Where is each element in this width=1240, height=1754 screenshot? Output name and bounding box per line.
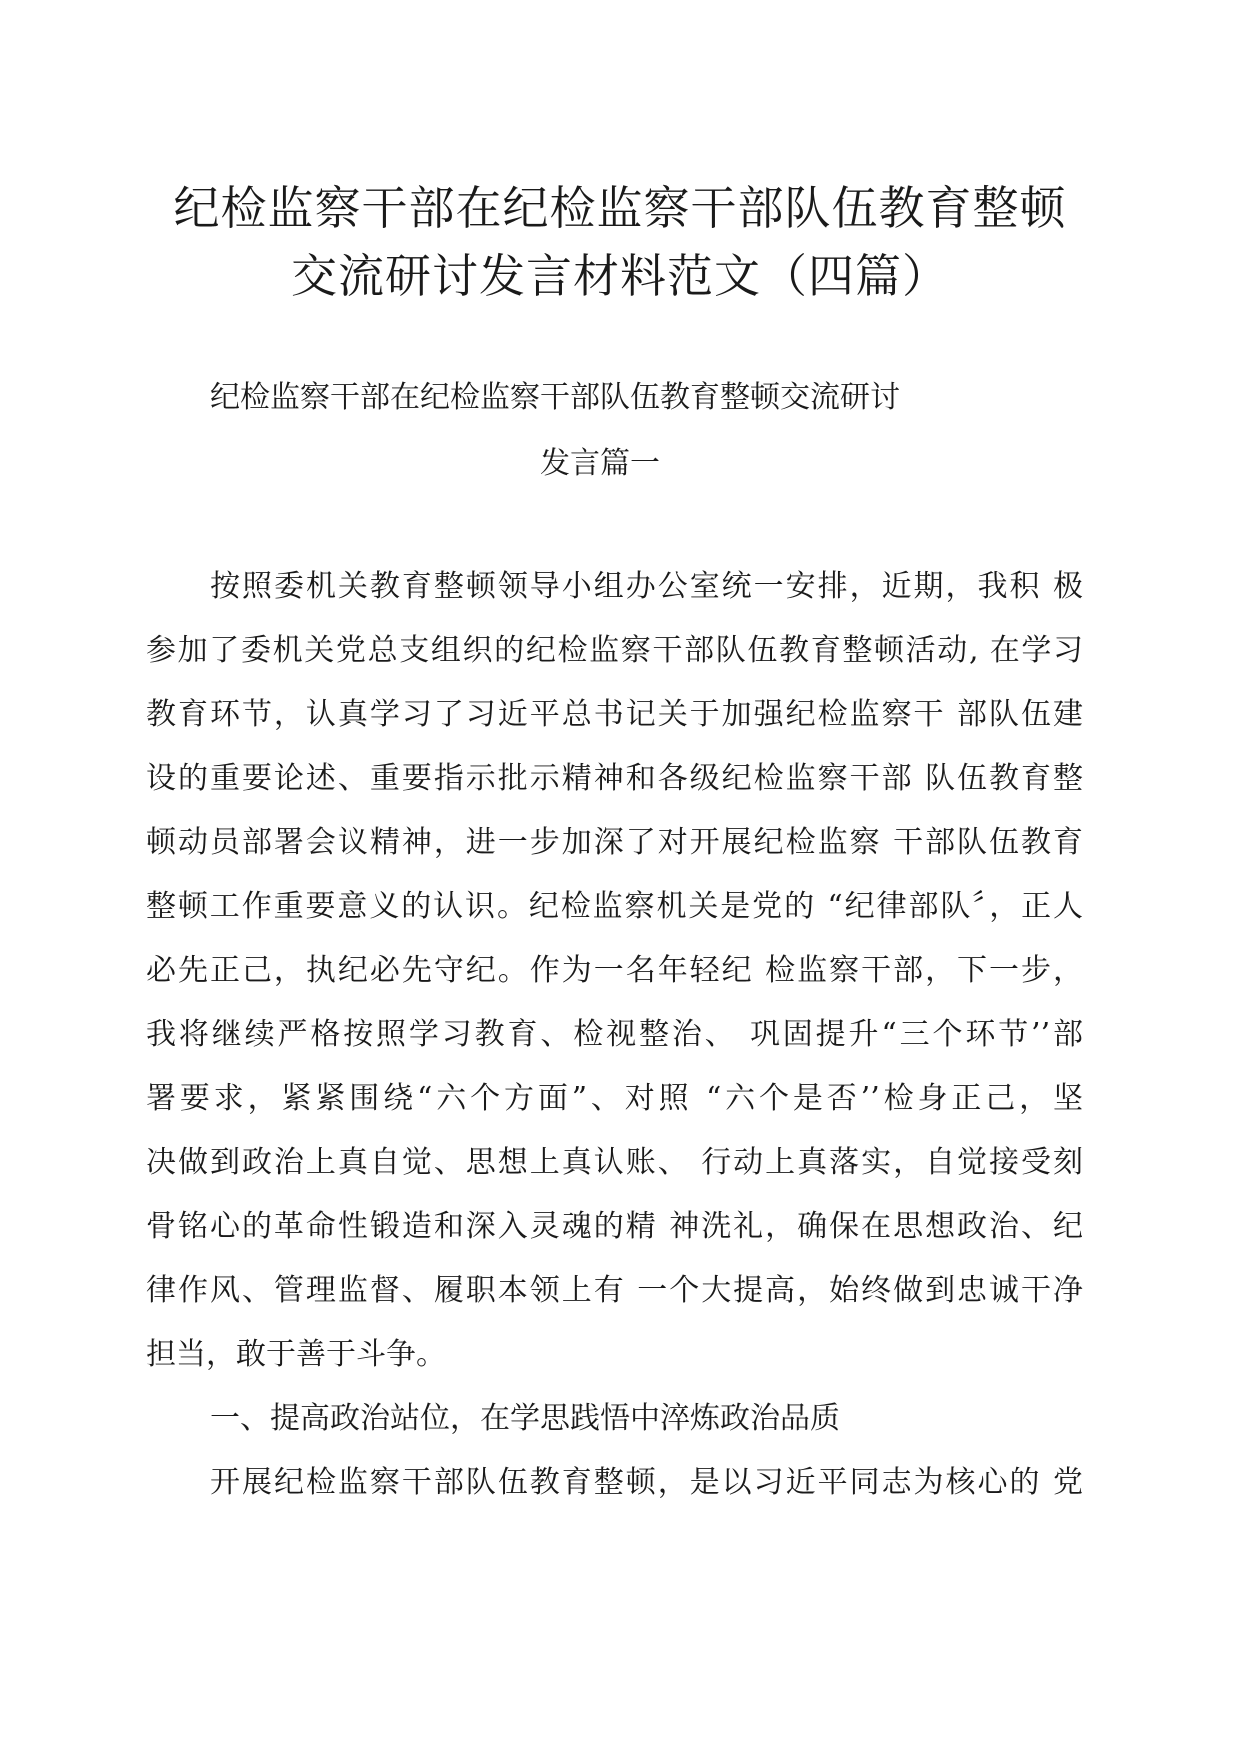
body-text-line: 决做到政治上真自觉、思想上真认账、 行动上真落实，自觉接受刻 (146, 1145, 1083, 1180)
body-text-line: 整顿工作重要意义的认识。纪检监察机关是党的 “纪律部队〞，正人 (146, 889, 1083, 924)
body-text-line: 教育环节，认真学习了习近平总书记关于加强纪检监察干 部队伍建 (146, 697, 1083, 732)
body-text-line: 必先正己，执纪必先守纪。作为一名年轻纪 检监察干部，下一步， (146, 953, 1083, 988)
body-text-line: 担当，敢于善于斗争。 (146, 1337, 446, 1372)
document-title-line-2: 交流研讨发言材料范文（四篇） (291, 249, 949, 303)
body-text-line: 设的重要论述、重要指示批示精神和各级纪检监察干部 队伍教育整 (146, 761, 1083, 796)
body-text-line: 骨铭心的革命性锻造和深入灵魂的精 神洗礼，确保在思想政治、纪 (146, 1209, 1083, 1244)
section-heading-line-1: 纪检监察干部在纪检监察干部队伍教育整顿交流研讨 (210, 380, 900, 415)
body-text-line: 参加了委机关党总支组织的纪检监察干部队伍教育整顿活动, 在学习 (146, 633, 1083, 668)
section-heading-line-2: 发言篇一 (540, 446, 660, 481)
document-title-line-1: 纪检监察干部在纪检监察干部队伍教育整顿 (173, 181, 1067, 235)
body-text-line: 我将继续严格按照学习教育、检视整治、 巩固提升“三个环节’’部 (146, 1017, 1083, 1052)
section-heading-1: 一、提高政治站位，在学思践悟中淬炼政治品质 (210, 1401, 840, 1436)
body-text-line: 按照委机关教育整顿领导小组办公室统一安排，近期，我积 极 (210, 569, 1083, 604)
body-text-line: 开展纪检监察干部队伍教育整顿，是以习近平同志为核心的 党 (210, 1465, 1083, 1500)
body-text-line: 署要求，紧紧围绕“六个方面”、对照 “六个是否’’检身正己，坚 (146, 1081, 1083, 1116)
body-text-line: 顿动员部署会议精神，进一步加深了对开展纪检监察 干部队伍教育 (146, 825, 1083, 860)
body-text-line: 律作风、管理监督、履职本领上有 一个大提高，始终做到忠诚干净 (146, 1273, 1083, 1308)
